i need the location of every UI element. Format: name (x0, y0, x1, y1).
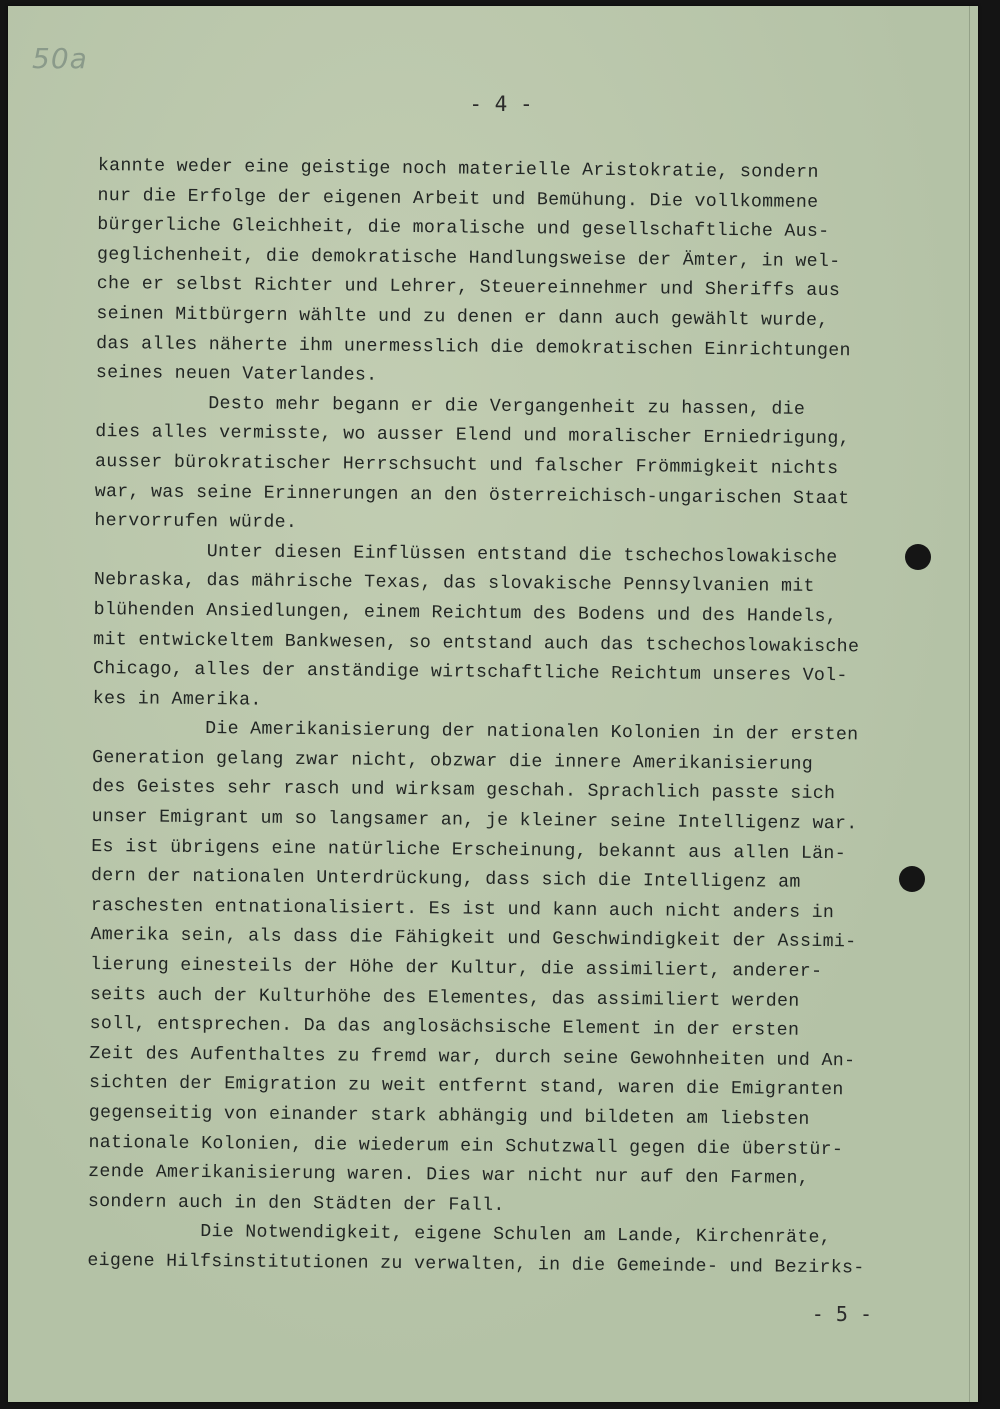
text-line: Die Notwendigkeit, eigene Schulen am Lande, Kirchenräte, (87, 1221, 832, 1249)
text-line: gegenseitig von einander stark abhängig und bildeten am liebsten (88, 1102, 810, 1130)
punch-hole (899, 866, 925, 892)
text-line: dies alles vermisste, wo ausser Elend und moralischer Erniedrigung, (95, 422, 851, 450)
text-line: unser Emigrant um so langsamer an, je kleiner seine Intelligenz war. (91, 807, 858, 835)
text-line: ausser bürokratischer Herrschsucht und falscher Frömmigkeit nichts (94, 451, 839, 480)
text-line: geglichenheit, die demokratische Handlungsweise der Ämter, in wel- (96, 244, 841, 272)
text-line: eigene Hilfsinstitutionen zu verwalten, in die Gemeinde- und Bezirks- (87, 1250, 865, 1279)
text-line: sondern auch in den Städten der Fall. (87, 1191, 505, 1216)
text-line: nationale Kolonien, die wiederum ein Schutzwall gegen die überstür- (88, 1132, 844, 1160)
page-number: - 4 - (469, 92, 533, 116)
text-line: kes in Amerika. (92, 688, 262, 711)
text-line: Unter diesen Einflüssen entstand die tschechoslowakische (94, 540, 838, 568)
text-line: das alles näherte ihm unermesslich die demokratischen Einrichtungen (96, 333, 851, 361)
text-line: Nebraska, das mährische Texas, das slovakische Pennsylvanien mit (93, 570, 815, 598)
text-line: raschesten entnationalisiert. Es ist und kann auch nicht anders in (90, 895, 835, 923)
text-line: lierung einesteils der Höhe der Kultur, die assimiliert, anderer- (90, 954, 823, 983)
text-line: Amerika sein, als dass die Fähigkeit und Geschwindigkeit der Assimi- (90, 925, 857, 953)
text-line: mit entwickeltem Bankwesen, so entstand auch das tschechoslowakische (93, 629, 860, 657)
continuation-page-number: - 5 - (811, 1302, 872, 1326)
page-edge-line (969, 6, 970, 1402)
text-line: war, was seine Erinnerungen an den österreichisch-ungarischen Staat (94, 481, 850, 509)
text-line: nur die Erfolge der eigenen Arbeit und Bemühung. Die vollkommene (97, 185, 819, 213)
text-line: bürgerliche Gleichheit, die moralische und gesellschaftliche Aus- (97, 215, 830, 243)
text-line: Desto mehr begann er die Vergangenheit zu hassen, die (95, 392, 806, 420)
text-line: soll, entsprechen. Da das anglosächsische Element in der ersten (89, 1014, 800, 1041)
typewritten-text (87, 152, 910, 1284)
text-line: che er selbst Richter und Lehrer, Steuereinnehmer und Sheriffs aus (96, 274, 841, 302)
text-line: Die Amerikanisierung der nationalen Kolonien in der ersten (92, 718, 859, 746)
text-line: Chicago, alles der anständige wirtschaftliche Reichtum unseres Vol- (92, 659, 848, 687)
text-line: zende Amerikanisierung waren. Dies war nicht nur auf den Farmen, (88, 1162, 810, 1190)
text-line: kannte weder eine geistige noch materielle Aristokratie, sondern (97, 155, 819, 183)
text-line: seits auch der Kulturhöhe des Elementes, das assimiliert werden (89, 984, 800, 1012)
text-line: seinen Mitbürgern wählte und zu denen er dann auch gewählt wurde, (96, 303, 829, 331)
text-line: blühenden Ansiedlungen, einem Reichtum des Bodens und des Handels, (93, 599, 838, 628)
text-line: seines neuen Vaterlandes. (95, 363, 378, 386)
text-line: Generation gelang zwar nicht, obzwar die innere Amerikanisierung (92, 747, 814, 775)
text-line: des Geistes sehr rasch und wirksam geschah. Sprachlich passte sich (91, 777, 836, 805)
text-line: sichten der Emigration zu weit entfernt stand, waren die Emigranten (88, 1073, 844, 1101)
punch-hole (905, 544, 931, 570)
text-line: dern der nationalen Unterdrückung, dass sich die Intelligenz am (90, 866, 801, 894)
text-line: Zeit des Aufenthaltes zu fremd war, durch seine Gewohnheiten und An- (89, 1043, 856, 1072)
archive-number: 50a (32, 42, 88, 75)
text-line: hervorrufen würde. (94, 511, 298, 534)
text-line: Es ist übrigens eine natürliche Erscheinung, bekannt aus allen Län- (91, 836, 847, 864)
document-page (8, 6, 978, 1402)
